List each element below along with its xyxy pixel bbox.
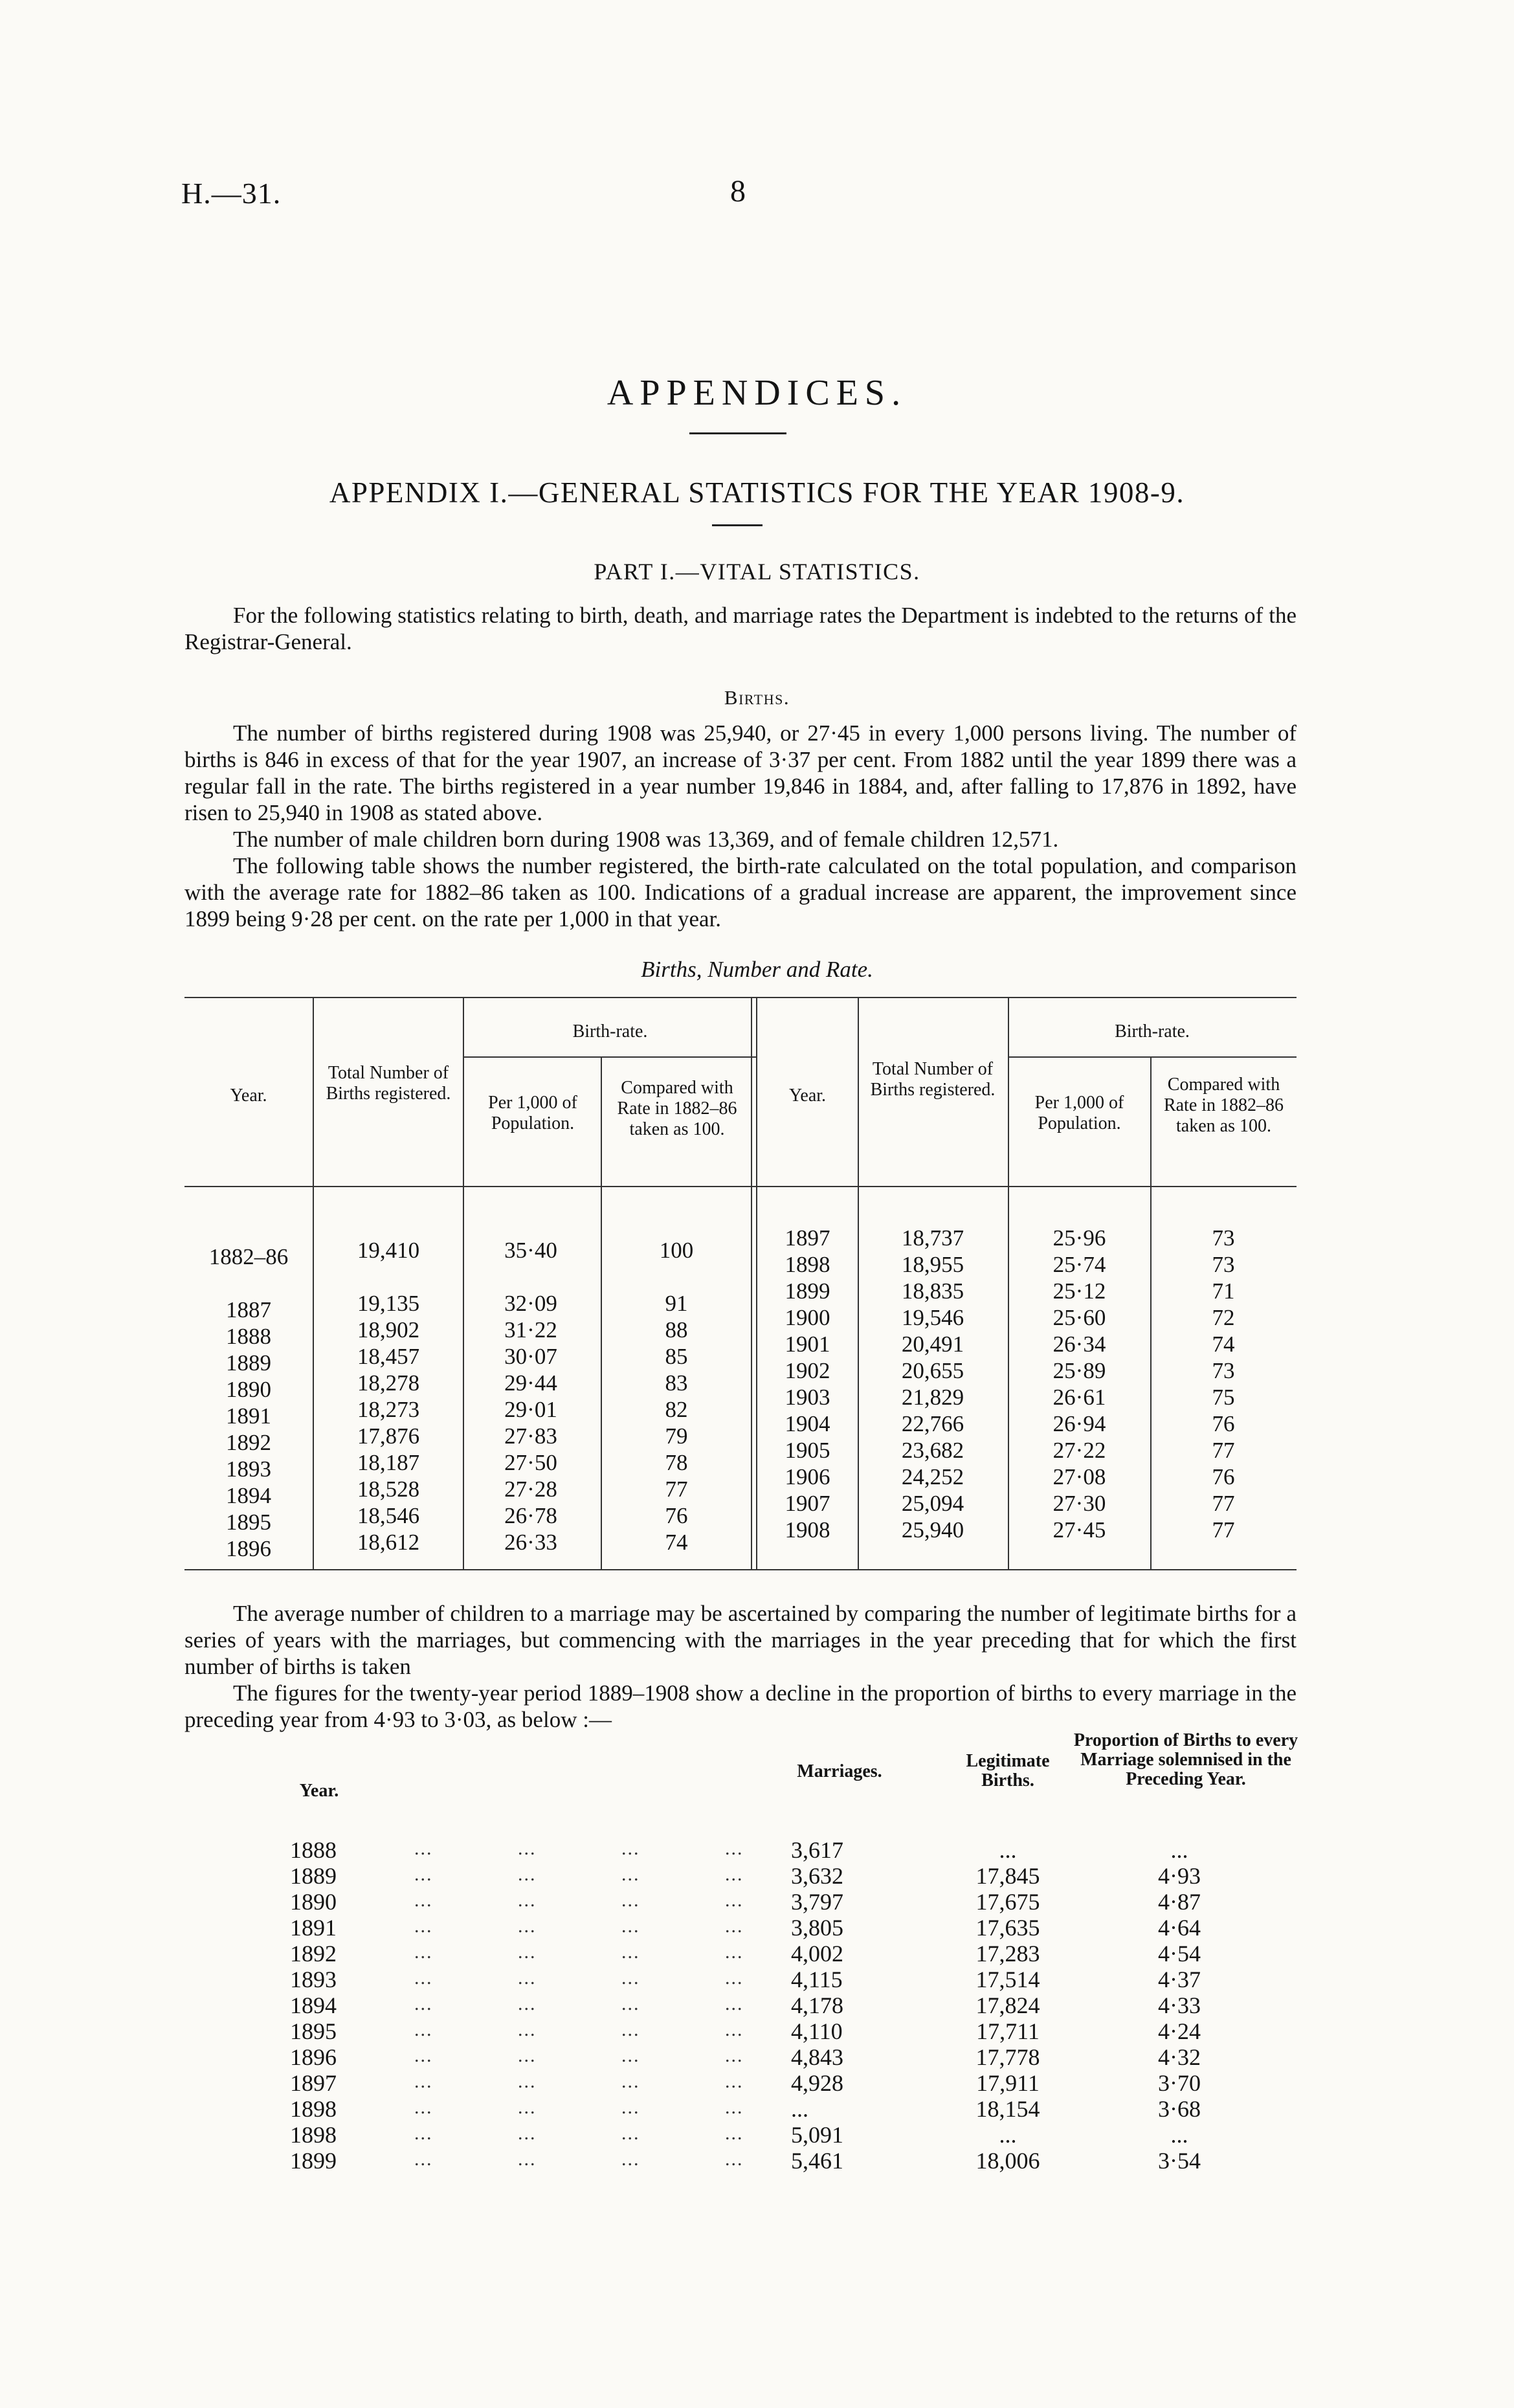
- year-cell: 1906: [785, 1464, 830, 1489]
- compared-cell: 83: [665, 1370, 688, 1396]
- compared-cell: 71: [1212, 1278, 1235, 1304]
- per-1000-cell: 27·08: [1052, 1464, 1106, 1489]
- total-births-cell: 18,835: [901, 1278, 964, 1304]
- marriages-cell: 3,632: [791, 1863, 843, 1889]
- leader-dots: ...: [414, 1890, 433, 1911]
- total-births-cell: 19,135: [357, 1291, 420, 1316]
- col-divider: [463, 997, 464, 1569]
- page-number: 8: [730, 174, 746, 208]
- compared-cell: 75: [1212, 1385, 1235, 1410]
- year-cell: 1888: [226, 1324, 271, 1349]
- total-births-cell: 25,094: [901, 1491, 964, 1516]
- leader-dots: ...: [621, 2071, 640, 2092]
- compared-cell: 77: [1212, 1517, 1235, 1543]
- total-births-cell: 25,940: [901, 1517, 964, 1543]
- year-cell: 1908: [785, 1517, 830, 1543]
- leader-dots: ...: [725, 2071, 744, 2092]
- marriages-cell: 5,461: [791, 2148, 843, 2174]
- year-cell: 1902: [785, 1358, 830, 1383]
- compared-cell: 76: [1212, 1464, 1235, 1489]
- intro-paragraph: For the following statistics relating to birth, death, and marriage rates the Department is indebted to the returns of the Registrar-General.: [184, 603, 1297, 654]
- year-cell: 1895: [226, 1510, 271, 1535]
- total-births-cell: 19,546: [901, 1305, 964, 1330]
- per-1000-cell: 27·28: [504, 1477, 557, 1502]
- year-cell: 1899: [785, 1278, 830, 1304]
- compared-cell: 76: [665, 1503, 688, 1528]
- header-birth-rate: Birth-rate.: [572, 1021, 648, 1042]
- leader-dots: ...: [725, 2097, 744, 2118]
- year-cell: 1898: [290, 2122, 337, 2148]
- total-births-cell: 23,682: [901, 1438, 964, 1463]
- births-paragraph: The number of births registered during 1908 was 25,940, or 27·45 in every 1,000 persons living. The number of births is 846 in excess of that for the year 1907, an increase of 3·37 per cent. From 1882 until the year 1899 there was a regular fall in the rate. The births registered in a year number 19,846 in 1884, and, after falling to 17,876 in 1892, have risen to 25,940 in 1908 as stated above.: [184, 720, 1297, 825]
- year-cell: 1907: [785, 1491, 830, 1516]
- total-births-cell: 18,187: [357, 1450, 420, 1475]
- compared-cell: 73: [1212, 1252, 1235, 1277]
- leader-dots: ...: [621, 1864, 640, 1885]
- year-cell: 1898: [785, 1252, 830, 1277]
- leader-dots: ...: [414, 1864, 433, 1885]
- proportion-cell: ...: [1170, 2122, 1188, 2148]
- per-1000-cell: 26·34: [1052, 1332, 1106, 1357]
- compared-cell: 77: [1212, 1438, 1235, 1463]
- leader-dots: ...: [414, 2097, 433, 2118]
- compared-cell: 85: [665, 1344, 688, 1369]
- leader-dots: ...: [621, 2019, 640, 2040]
- birth-rate-rule-left: [463, 1056, 757, 1058]
- leader-dots: ...: [725, 2123, 744, 2144]
- leader-dots: ...: [518, 2045, 537, 2066]
- per-1000-cell: 35·40: [504, 1238, 557, 1263]
- proportion-cell: 4·64: [1158, 1915, 1201, 1941]
- total-births-cell: 18,278: [357, 1370, 420, 1396]
- subtitle-rule: [712, 524, 763, 526]
- leader-dots: ...: [725, 1890, 744, 1911]
- per-1000-cell: 32·09: [504, 1291, 557, 1316]
- compared-cell: 73: [1212, 1358, 1235, 1383]
- compared-cell: 79: [665, 1423, 688, 1449]
- page-title: APPENDICES.: [607, 373, 907, 413]
- year-cell: 1897: [290, 2070, 337, 2096]
- appendix-title: APPENDIX I.—GENERAL STATISTICS FOR THE YEAR 1908-9.: [329, 476, 1185, 509]
- leader-dots: ...: [518, 1915, 537, 1937]
- table-bottom-rule: [184, 1569, 1297, 1570]
- year-cell: 1904: [785, 1411, 830, 1436]
- compared-cell: 72: [1212, 1305, 1235, 1330]
- per-1000-cell: 27·22: [1052, 1438, 1106, 1463]
- births-table-caption: Births, Number and Rate.: [641, 957, 873, 982]
- per-1000-cell: 27·30: [1052, 1491, 1106, 1516]
- leader-dots: ...: [621, 1993, 640, 2014]
- total-births-cell: 21,829: [901, 1385, 964, 1410]
- compared-cell: 77: [1212, 1491, 1235, 1516]
- proportion-cell: ...: [1170, 1837, 1188, 1863]
- compared-cell: 88: [665, 1317, 688, 1343]
- leader-dots: ...: [621, 2123, 640, 2144]
- per-1000-cell: 30·07: [504, 1344, 557, 1369]
- compared-cell: 76: [1212, 1411, 1235, 1436]
- per-1000-cell: 25·96: [1052, 1225, 1106, 1251]
- total-births-cell: 20,655: [901, 1358, 964, 1383]
- year-cell: 1891: [226, 1403, 271, 1429]
- compared-cell: 91: [665, 1291, 688, 1316]
- year-cell: 1901: [785, 1332, 830, 1357]
- leader-dots: ...: [518, 2071, 537, 2092]
- legitimate-births-cell: ...: [999, 1837, 1017, 1863]
- year-cell: 1905: [785, 1438, 830, 1463]
- year-cell: 1896: [226, 1536, 271, 1561]
- header-year: Year.: [230, 1086, 267, 1106]
- leader-dots: ...: [414, 2019, 433, 2040]
- legitimate-births-cell: 17,514: [975, 1967, 1040, 1992]
- year-cell: 1893: [290, 1967, 337, 1992]
- compared-cell: 74: [1212, 1332, 1235, 1357]
- birth-rate-rule-right: [1008, 1056, 1297, 1058]
- total-births-cell: 18,528: [357, 1477, 420, 1502]
- header-compared: Compared with Rate in 1882–86 taken as 100.: [617, 1078, 737, 1139]
- header-birth-rate: Birth-rate.: [1115, 1021, 1190, 1042]
- total-births-cell: 18,902: [357, 1317, 420, 1343]
- year-cell: 1899: [290, 2148, 337, 2174]
- compared-cell: 73: [1212, 1225, 1235, 1251]
- leader-dots: ...: [414, 2148, 433, 2170]
- col-divider: [858, 997, 859, 1569]
- marriages-cell: 3,805: [791, 1915, 843, 1941]
- year-cell: 1894: [226, 1483, 271, 1508]
- per-1000-cell: 25·89: [1052, 1358, 1106, 1383]
- header-year: Year.: [788, 1086, 827, 1106]
- leader-dots: ...: [621, 2045, 640, 2066]
- leader-dots: ...: [414, 1993, 433, 2014]
- legitimate-births-cell: 17,675: [975, 1889, 1040, 1915]
- leader-dots: ...: [725, 2045, 744, 2066]
- total-births-cell: 18,955: [901, 1252, 964, 1277]
- header-compared: Compared with Rate in 1882–86 taken as 100.: [1163, 1075, 1284, 1136]
- per-1000-cell: 25·60: [1052, 1305, 1106, 1330]
- proportion-cell: 4·37: [1158, 1967, 1201, 1992]
- marriages-cell: 4,110: [791, 2018, 843, 2044]
- leader-dots: ...: [518, 1864, 537, 1885]
- compared-cell: 77: [665, 1477, 688, 1502]
- col-divider: [1150, 1056, 1152, 1569]
- leader-dots: ...: [621, 1890, 640, 1911]
- proportion-cell: 3·70: [1158, 2070, 1201, 2096]
- compared-cell: 100: [659, 1238, 694, 1263]
- part-title: PART I.—VITAL STATISTICS.: [594, 559, 920, 585]
- total-births-cell: 18,546: [357, 1503, 420, 1528]
- per-1000-cell: 29·44: [504, 1370, 557, 1396]
- leader-dots: ...: [621, 1915, 640, 1937]
- per-1000-cell: 26·94: [1052, 1411, 1106, 1436]
- leader-dots: ...: [414, 1915, 433, 1937]
- header-total-births: Total Number of Births registered.: [326, 1063, 451, 1104]
- leader-dots: ...: [725, 2019, 744, 2040]
- year-cell: 1895: [290, 2018, 337, 2044]
- leader-dots: ...: [518, 1993, 537, 2014]
- leader-dots: ...: [621, 1967, 640, 1989]
- header-marriages: Marriages.: [797, 1761, 882, 1781]
- total-births-cell: 18,457: [357, 1344, 420, 1369]
- header-legitimate-births: Legitimate Births.: [966, 1751, 1050, 1790]
- per-1000-cell: 27·83: [504, 1423, 557, 1449]
- per-1000-cell: 27·50: [504, 1450, 557, 1475]
- leader-dots: ...: [621, 1838, 640, 1859]
- twenty-year-paragraph: The figures for the twenty-year period 1889–1908 show a decline in the proportion of births to every marriage in the preceding year from 4·93 to 3·03, as below :—: [184, 1680, 1297, 1732]
- per-1000-cell: 25·12: [1052, 1278, 1106, 1304]
- leader-dots: ...: [725, 1941, 744, 1963]
- per-1000-cell: 26·78: [504, 1503, 557, 1528]
- table-header-rule: [184, 1186, 1297, 1187]
- total-births-cell: 18,737: [901, 1225, 964, 1251]
- proportion-cell: 3·68: [1158, 2096, 1201, 2122]
- header-per-1000: Per 1,000 of Population.: [1034, 1093, 1124, 1133]
- total-births-cell: 17,876: [357, 1423, 420, 1449]
- proportion-cell: 4·24: [1158, 2018, 1201, 2044]
- leader-dots: ...: [414, 1967, 433, 1989]
- document-reference: H.—31.: [181, 177, 282, 210]
- compared-cell: 78: [665, 1450, 688, 1475]
- proportion-cell: 3·54: [1158, 2148, 1201, 2174]
- year-cell: 1882–86: [208, 1244, 289, 1269]
- marriages-cell: 4,928: [791, 2070, 843, 2096]
- header-per-1000: Per 1,000 of Population.: [488, 1093, 577, 1133]
- leader-dots: ...: [725, 2148, 744, 2170]
- total-births-cell: 20,491: [901, 1332, 964, 1357]
- header-year: Year.: [299, 1781, 339, 1801]
- compared-cell: 74: [665, 1530, 688, 1555]
- leader-dots: ...: [621, 2148, 640, 2170]
- legitimate-births-cell: 17,778: [975, 2044, 1040, 2070]
- year-cell: 1893: [226, 1456, 271, 1482]
- col-divider: [751, 997, 752, 1569]
- proportion-cell: 4·87: [1158, 1889, 1201, 1915]
- legitimate-births-cell: 17,283: [975, 1941, 1040, 1967]
- leader-dots: ...: [725, 1967, 744, 1989]
- year-cell: 1887: [226, 1297, 271, 1322]
- leader-dots: ...: [414, 2045, 433, 2066]
- leader-dots: ...: [518, 1890, 537, 1911]
- per-1000-cell: 26·33: [504, 1530, 557, 1555]
- proportion-cell: 4·54: [1158, 1941, 1201, 1967]
- leader-dots: ...: [414, 1838, 433, 1859]
- legitimate-births-cell: ...: [999, 2122, 1017, 2148]
- leader-dots: ...: [518, 2097, 537, 2118]
- total-births-cell: 18,612: [357, 1530, 420, 1555]
- leader-dots: ...: [414, 1941, 433, 1963]
- male-female-paragraph: The number of male children born during 1908 was 13,369, and of female children 12,571.: [233, 827, 1059, 852]
- year-cell: 1898: [290, 2096, 337, 2122]
- leader-dots: ...: [518, 1838, 537, 1859]
- year-cell: 1890: [226, 1377, 271, 1402]
- year-cell: 1889: [290, 1863, 337, 1889]
- per-1000-cell: 26·61: [1052, 1385, 1106, 1410]
- leader-dots: ...: [518, 2148, 537, 2170]
- leader-dots: ...: [414, 2071, 433, 2092]
- col-divider: [1008, 997, 1009, 1569]
- year-cell: 1888: [290, 1837, 337, 1863]
- total-births-cell: 18,273: [357, 1397, 420, 1422]
- table-intro-paragraph: The following table shows the number registered, the birth-rate calculated on the total population, and comparison with the average rate for 1882–86 taken as 100. Indications of a gradual increase are apparent, the improvement since 1899 being 9·28 per cent. on the rate per 1,000 in that year.: [184, 853, 1297, 931]
- year-cell: 1894: [290, 1992, 337, 2018]
- legitimate-births-cell: 18,006: [975, 2148, 1040, 2174]
- year-cell: 1897: [785, 1225, 830, 1251]
- leader-dots: ...: [518, 1941, 537, 1963]
- year-cell: 1889: [226, 1350, 271, 1376]
- legitimate-births-cell: 18,154: [975, 2096, 1040, 2122]
- per-1000-cell: 27·45: [1052, 1517, 1106, 1543]
- proportion-cell: 4·93: [1158, 1863, 1201, 1889]
- marriages-cell: 4,002: [791, 1941, 843, 1967]
- col-divider: [313, 997, 314, 1569]
- marriages-cell: 4,178: [791, 1992, 843, 2018]
- header-proportion: Proportion of Births to every Marriage solemnised in the Preceding Year.: [1073, 1730, 1298, 1789]
- header-total-births: Total Number of Births registered.: [870, 1059, 996, 1100]
- year-cell: 1891: [290, 1915, 337, 1941]
- proportion-cell: 4·32: [1158, 2044, 1201, 2070]
- marriages-cell: 3,797: [791, 1889, 843, 1915]
- leader-dots: ...: [414, 2123, 433, 2144]
- col-divider: [601, 1056, 602, 1569]
- marriages-cell: 3,617: [791, 1837, 843, 1863]
- marriages-cell: 5,091: [791, 2122, 843, 2148]
- proportion-cell: 4·33: [1158, 1992, 1201, 2018]
- year-cell: 1892: [290, 1941, 337, 1967]
- births-heading: Births.: [724, 686, 790, 709]
- leader-dots: ...: [725, 1864, 744, 1885]
- leader-dots: ...: [518, 2019, 537, 2040]
- legitimate-births-cell: 17,635: [975, 1915, 1040, 1941]
- year-cell: 1892: [226, 1430, 271, 1455]
- leader-dots: ...: [725, 1993, 744, 2014]
- compared-cell: 82: [665, 1397, 688, 1422]
- total-births-cell: 22,766: [901, 1411, 964, 1436]
- year-cell: 1900: [785, 1305, 830, 1330]
- marriages-cell: ...: [791, 2096, 808, 2122]
- average-children-paragraph: The average number of children to a marriage may be ascertained by comparing the number of legitimate births for a series of years with the marriages, but commencing with the marriages in the year preceding that for which the first number of births is taken: [184, 1601, 1297, 1679]
- per-1000-cell: 29·01: [504, 1397, 557, 1422]
- per-1000-cell: 25·74: [1052, 1252, 1106, 1277]
- total-births-cell: 24,252: [901, 1464, 964, 1489]
- leader-dots: ...: [725, 1915, 744, 1937]
- legitimate-births-cell: 17,845: [975, 1863, 1040, 1889]
- leader-dots: ...: [518, 1967, 537, 1989]
- year-cell: 1890: [290, 1889, 337, 1915]
- marriages-cell: 4,115: [791, 1967, 843, 1992]
- leader-dots: ...: [621, 2097, 640, 2118]
- year-cell: 1896: [290, 2044, 337, 2070]
- leader-dots: ...: [621, 1941, 640, 1963]
- table-top-rule: [184, 997, 1297, 998]
- per-1000-cell: 31·22: [504, 1317, 557, 1343]
- legitimate-births-cell: 17,824: [975, 1992, 1040, 2018]
- leader-dots: ...: [725, 1838, 744, 1859]
- total-births-cell: 19,410: [357, 1238, 420, 1263]
- year-cell: 1903: [785, 1385, 830, 1410]
- legitimate-births-cell: 17,711: [976, 2018, 1040, 2044]
- legitimate-births-cell: 17,911: [976, 2070, 1040, 2096]
- title-rule: [689, 432, 786, 434]
- marriages-cell: 4,843: [791, 2044, 843, 2070]
- leader-dots: ...: [518, 2123, 537, 2144]
